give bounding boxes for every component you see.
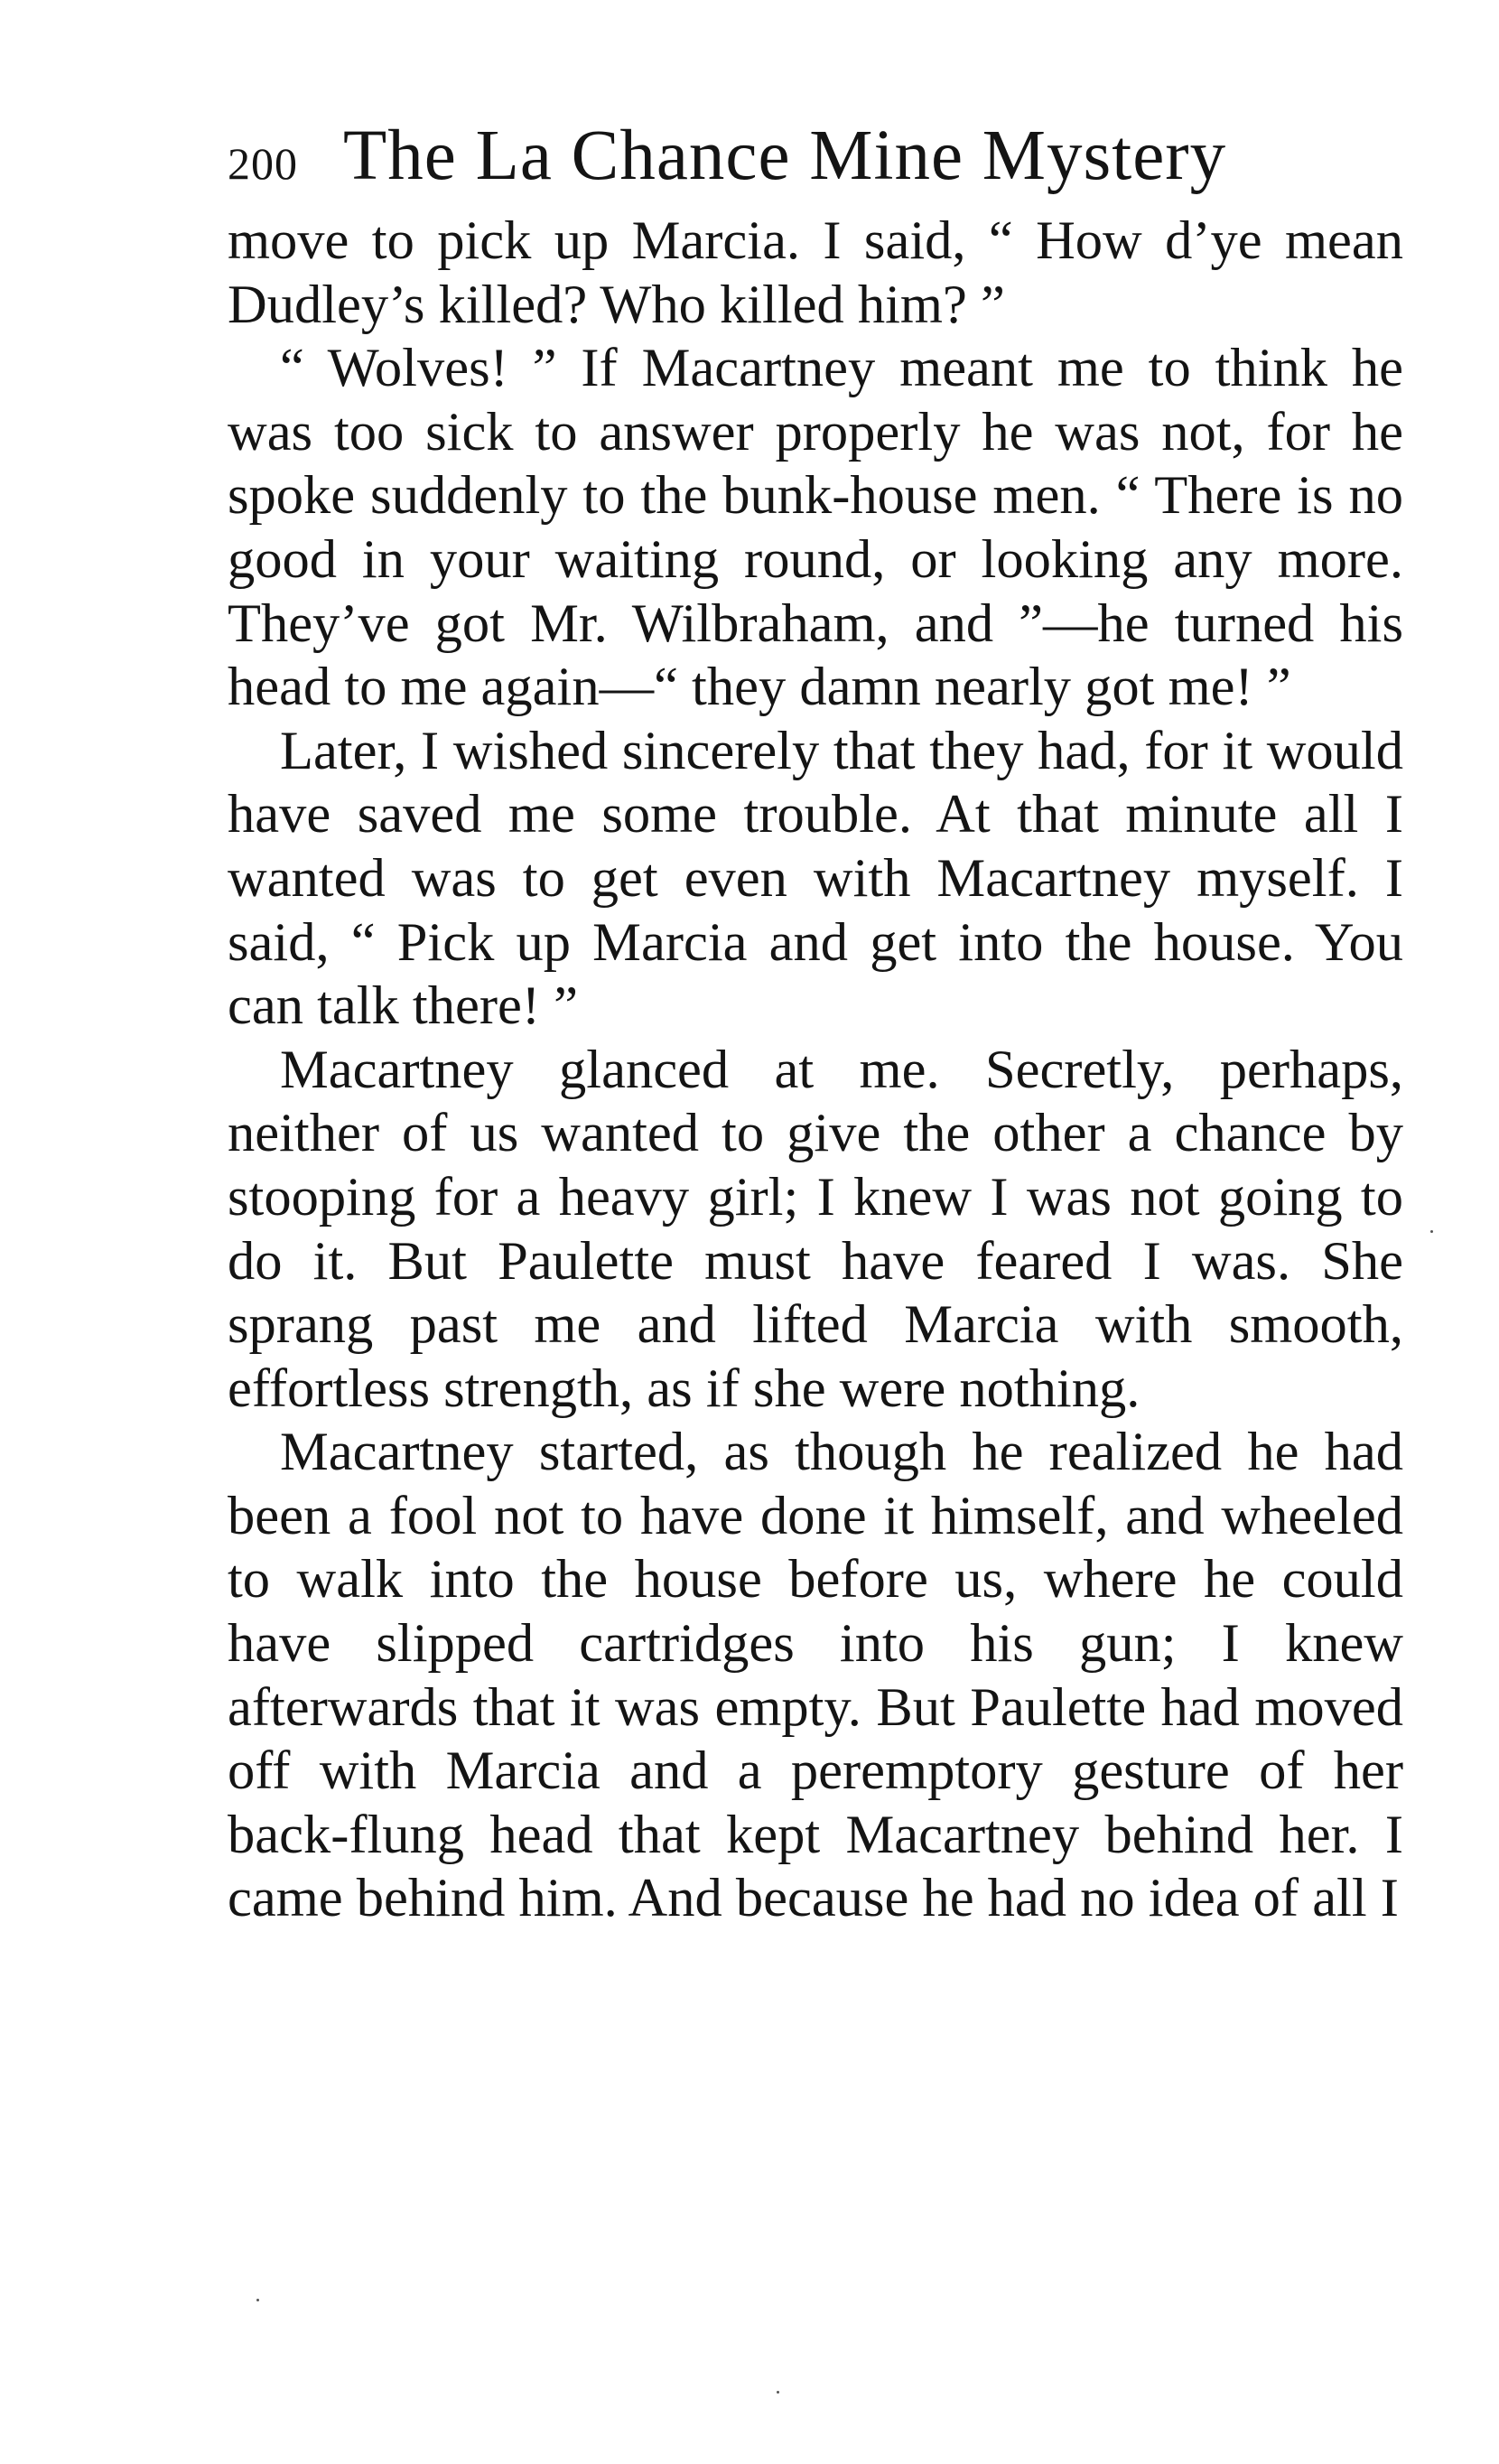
body-text — [228, 210, 1403, 1931]
paragraph: Macartney started, as though he realized he had been a fool not to have done it himself, and wheeled to walk into the house before us, where he could have slipped cartridges into his gun; I knew afterwards that it was empty. But Paulette had moved off with Marcia and a peremptory gesture of her back-flung head that kept Macartney behind her. I came behind him. And because he had no idea of all I — [228, 1422, 1403, 1929]
page-number: 200 — [228, 138, 298, 189]
paragraph: Macartney glanced at me. Secretly, perhaps, neither of us wanted to give the other a chance by stooping for a heavy girl; I knew I was not going to do it. But Paulette must have feared I was. She sprang past me and lifted Marcia with smooth, effortless strength, as if she were nothing. — [228, 1039, 1403, 1419]
paper-speck — [1430, 1230, 1433, 1233]
paragraph: “ Wolves! ” If Macartney meant me to think he was too sick to answer properly he was not, for he spoke suddenly to the bunk-house men. “ There is no good in your waiting round, or looking any more. They’ve got Mr. Wilbraham, and ”—he turned his head to me again—“ they damn nearly got me! ” — [228, 338, 1403, 718]
paragraph: Later, I wished sincerely that they had, for it would have saved me some trouble. At that minute all I wanted was to get even with Macartney myself. I said, “ Pick up Marcia and get into the house. You can talk there! ” — [228, 720, 1403, 1037]
running-title: The La Chance Mine Mystery — [343, 117, 1227, 195]
book-page — [228, 116, 1403, 1931]
running-head — [228, 116, 1403, 197]
paragraph-continued: move to pick up Marcia. I said, “ How d’ye mean Dudley’s killed? Who killed him? ” — [228, 210, 1403, 335]
paper-speck — [256, 2299, 259, 2301]
paper-speck — [777, 2391, 779, 2394]
